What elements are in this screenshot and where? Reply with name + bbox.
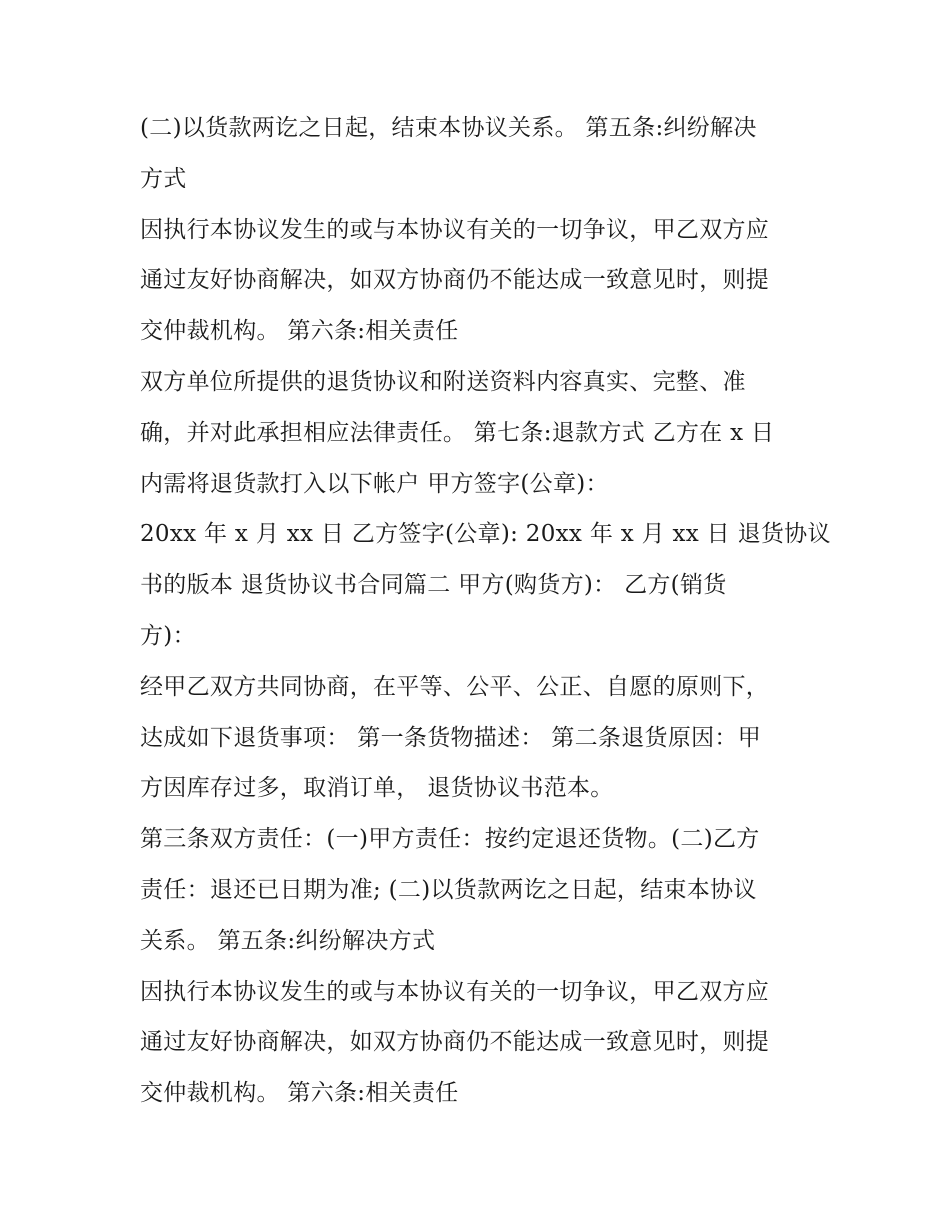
document-body <box>140 103 831 1119</box>
text-line: (二)以货款两讫之日起，结束本协议关系。 第五条:纠纷解决 <box>140 115 757 141</box>
text-line: 关系。 第五条:纠纷解决方式 <box>140 927 436 954</box>
text-line: 责任：退还已日期为准; (二)以货款两讫之日起，结束本协议 <box>140 876 757 903</box>
text-line: 交仲裁机构。 第六条:相关责任 <box>140 318 459 345</box>
text-line: 方式 <box>140 165 187 192</box>
text-line: 因执行本协议发生的或与本协议有关的一切争议，甲乙双方应 <box>140 216 770 243</box>
text-line: 第三条双方责任：(一)甲方责任：按约定退还货物。(二)乙方 <box>140 826 760 853</box>
text-line: 确，并对此承担相应法律责任。 第七条:退款方式 乙方在 x 日 <box>140 419 775 446</box>
text-line: 通过友好协商解决，如双方协商仍不能达成一致意见时，则提 <box>140 267 770 294</box>
text-line: 方)： <box>140 622 196 649</box>
text-line: 20xx 年 x 月 xx 日 乙方签字(公章): 20xx 年 x 月 xx 日 退货协议 <box>140 521 831 548</box>
text-line: 内需将退货款打入以下帐户 甲方签字(公章)： <box>140 470 609 497</box>
text-line: 方因库存过多，取消订单， 退货协议书范本。 <box>140 775 614 802</box>
text-line: 双方单位所提供的退货协议和附送资料内容真实、完整、准 <box>140 368 746 395</box>
text-line: 因执行本协议发生的或与本协议有关的一切争议，甲乙双方应 <box>140 978 770 1005</box>
text-line: 达成如下退货事项： 第一条货物描述： 第二条退货原因：甲 <box>140 724 762 751</box>
text-line: 书的版本 退货协议书合同篇二 甲方(购货方)： 乙方(销货 <box>140 572 727 599</box>
text-line: 通过友好协商解决，如双方协商仍不能达成一致意见时，则提 <box>140 1029 770 1056</box>
text-line: 经甲乙双方共同协商，在平等、公平、公正、自愿的原则下， <box>140 673 770 700</box>
text-line: 交仲裁机构。 第六条:相关责任 <box>140 1080 459 1107</box>
